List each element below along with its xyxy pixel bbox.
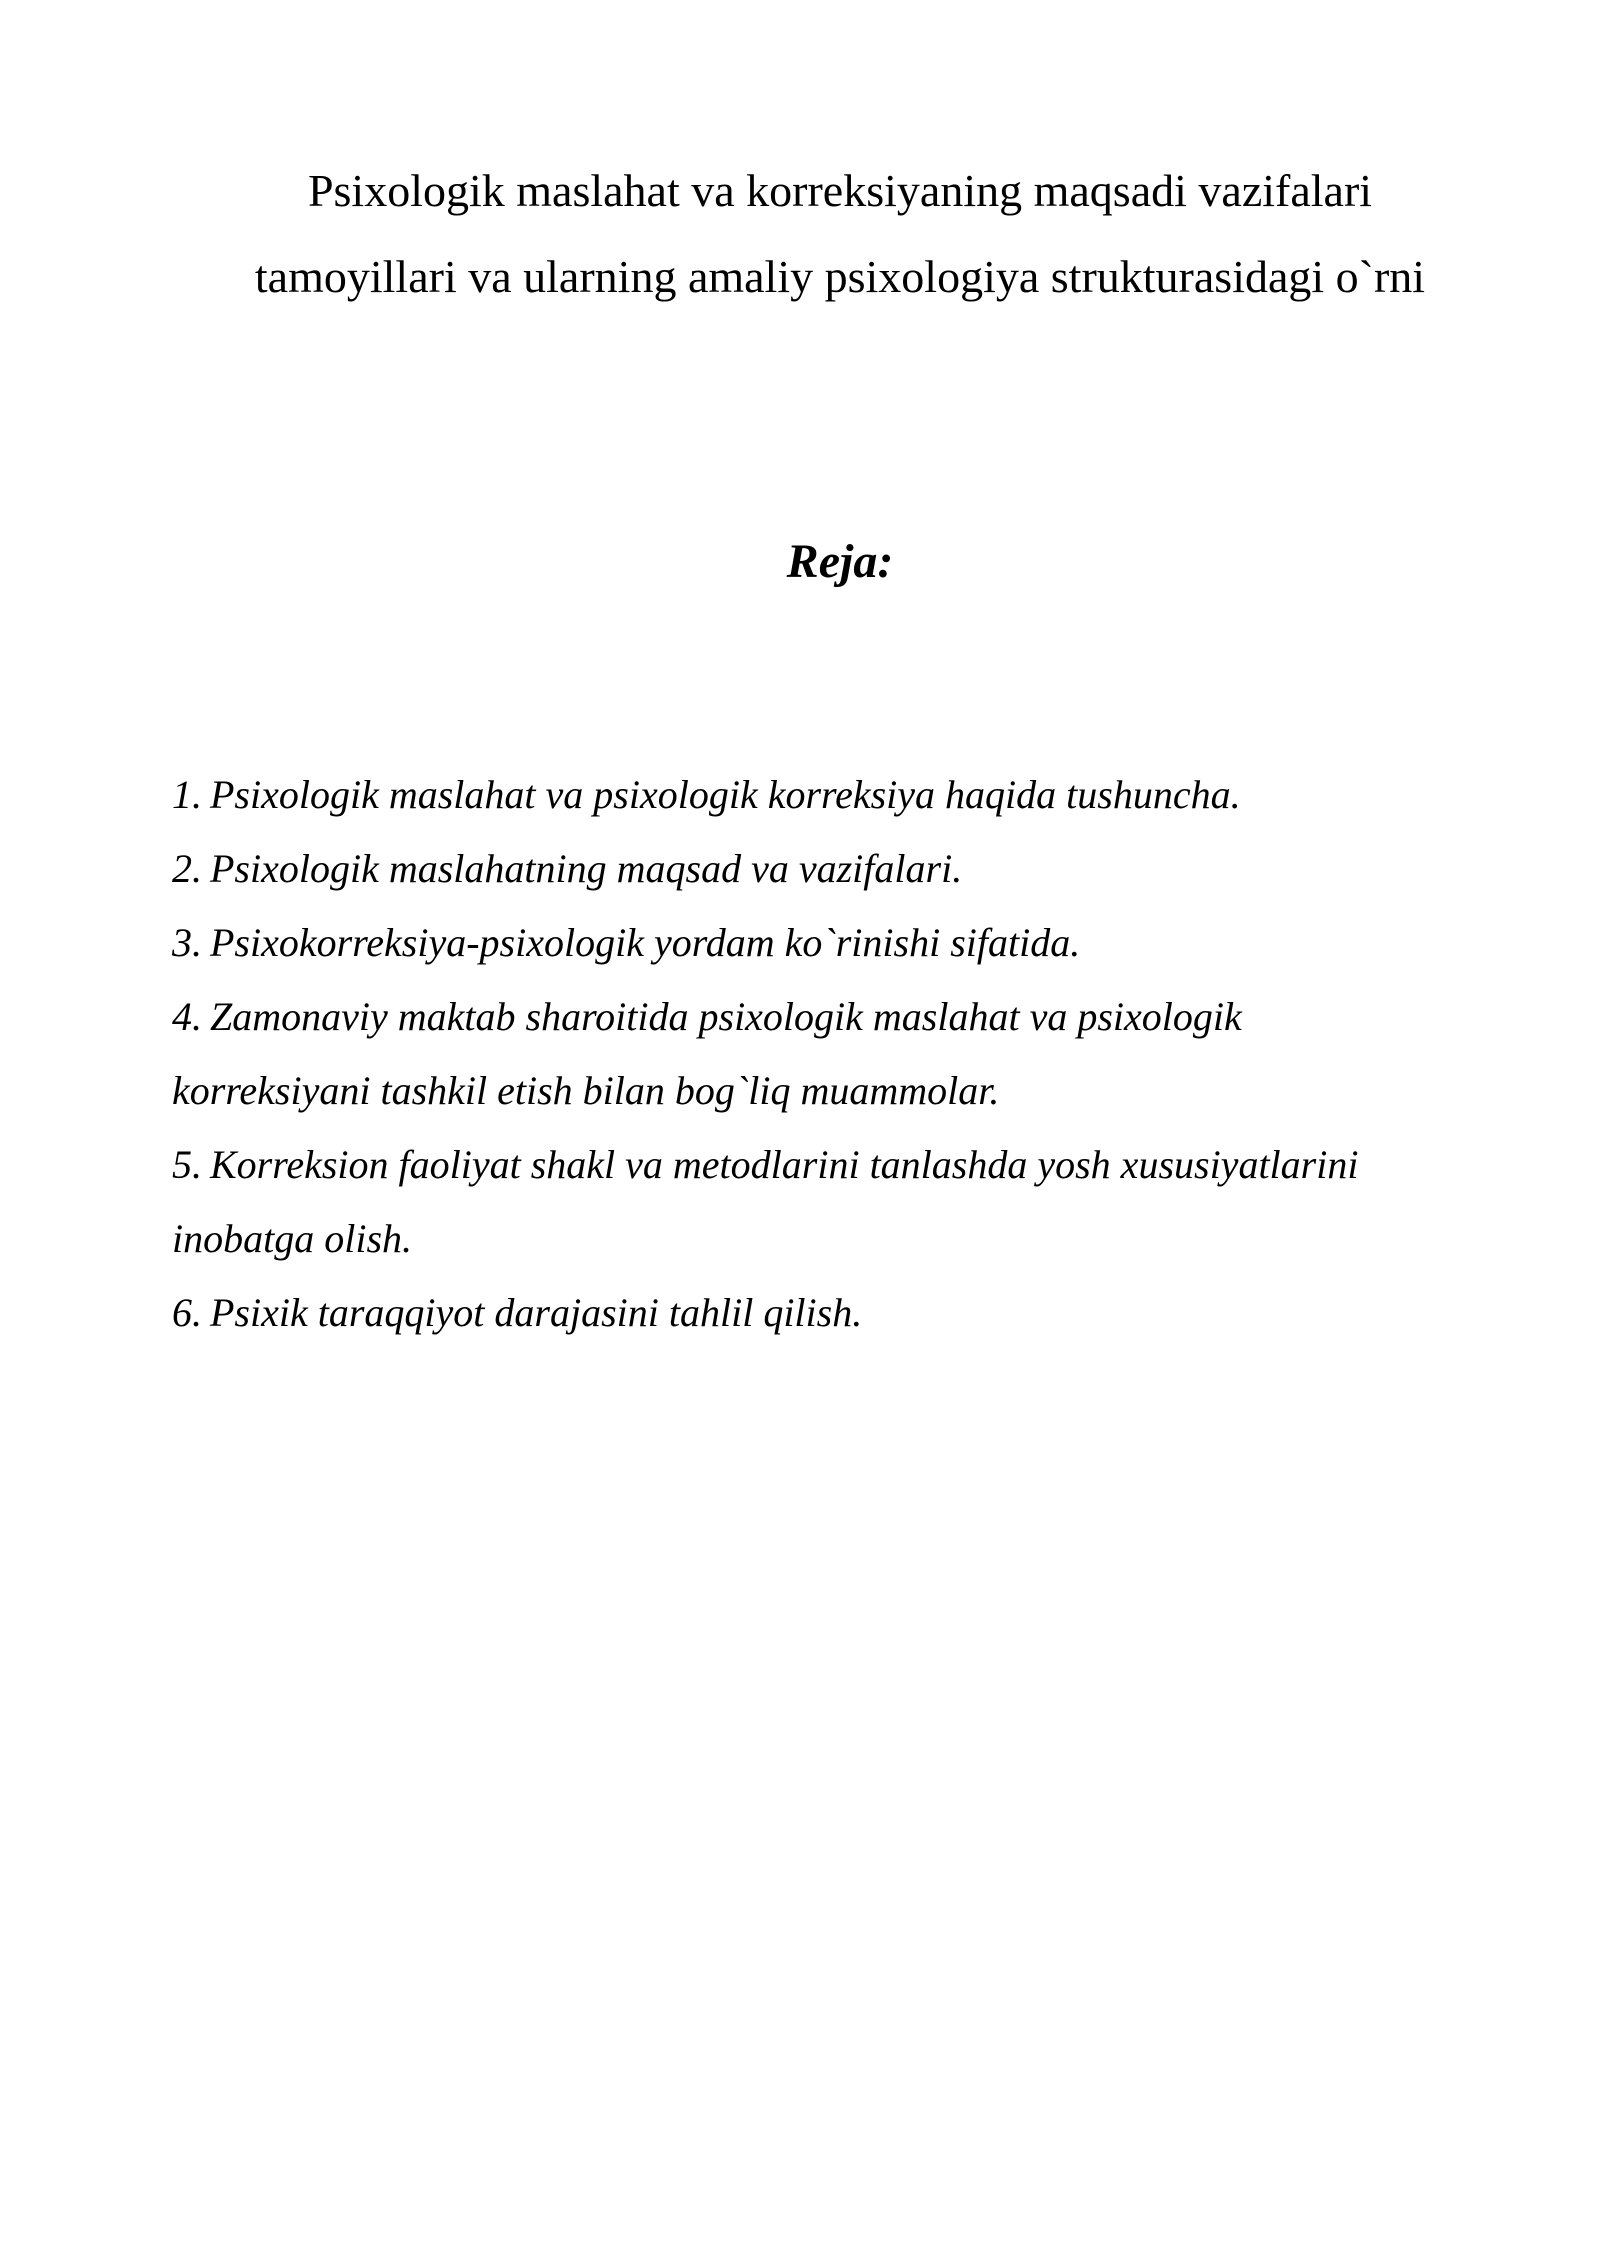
plan-item-number: 4. <box>172 994 202 1039</box>
plan-item-1 <box>172 758 1472 832</box>
plan-item-text: Korreksion faoliyat shakl va metodlarini tanlashda yosh xususiyatlarini <box>210 1142 1359 1187</box>
plan-item-number: 3. <box>172 920 202 965</box>
plan-list <box>172 758 1472 1350</box>
plan-heading: Reja: <box>786 535 894 588</box>
title-line-1: Psixologik maslahat va korreksiyaning maqsadi vazifalari <box>307 165 1373 216</box>
plan-item-number: 2. <box>172 846 202 891</box>
plan-item-text: Psixologik maslahatning maqsad va vazifalari. <box>210 846 963 891</box>
plan-item-text: korreksiyani tashkil etish bilan bog`liq muammolar. <box>172 1068 1000 1113</box>
plan-item-5 <box>172 1128 1472 1202</box>
plan-item-text: Psixokorreksiya-psixologik yordam ko`rinishi sifatida. <box>210 920 1081 965</box>
document-title <box>200 148 1480 320</box>
plan-item-4-continuation <box>172 1054 1472 1128</box>
plan-item-text: Psixologik maslahat va psixologik korreksiya haqida tushuncha. <box>210 772 1241 817</box>
plan-item-text: Zamonaviy maktab sharoitida psixologik maslahat va psixologik <box>210 994 1242 1039</box>
plan-item-number: 5. <box>172 1142 202 1187</box>
plan-item-5-continuation <box>172 1202 1472 1276</box>
plan-item-number: 1. <box>172 772 202 817</box>
plan-item-6 <box>172 1276 1472 1350</box>
plan-item-3 <box>172 906 1472 980</box>
plan-item-4 <box>172 980 1472 1054</box>
title-line-2: tamoyillari va ularning amaliy psixologiya strukturasidagi o`rni <box>254 251 1426 302</box>
plan-item-text: inobatga olish. <box>172 1216 413 1261</box>
plan-item-text: Psixik taraqqiyot darajasini tahlil qilish. <box>210 1290 863 1335</box>
plan-item-number: 6. <box>172 1290 202 1335</box>
plan-item-2 <box>172 832 1472 906</box>
